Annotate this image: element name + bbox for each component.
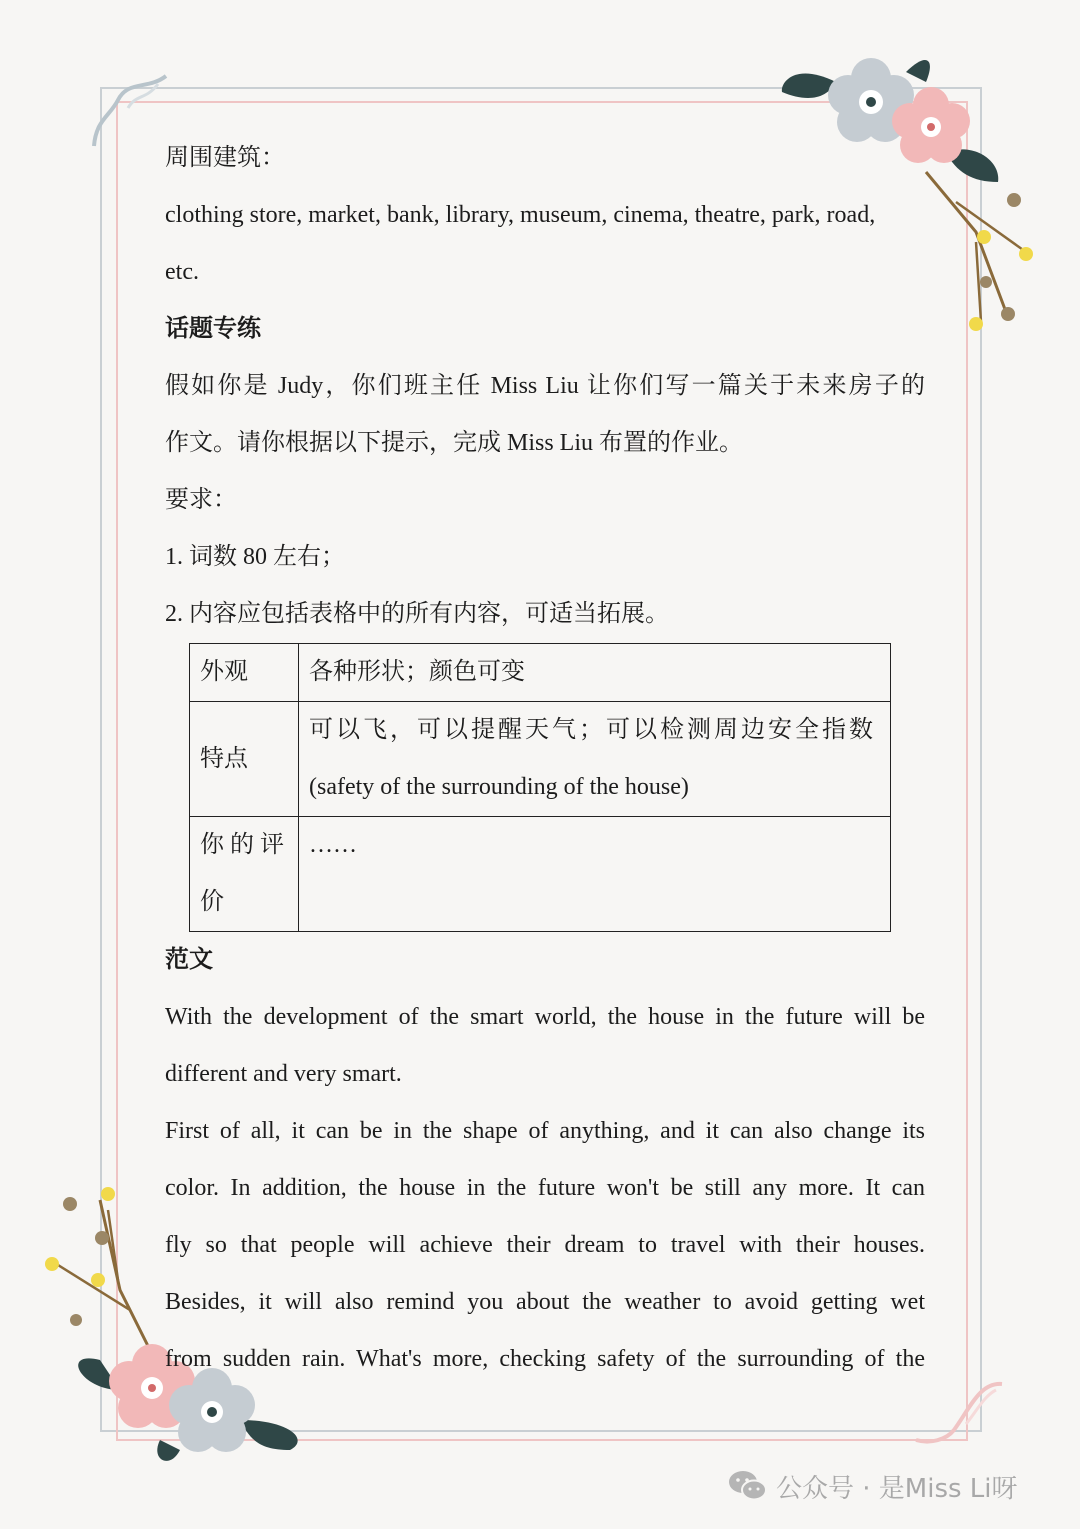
prompt-table: [189, 643, 891, 932]
table-row: [190, 817, 891, 932]
buildings-list-line-2: etc.: [165, 259, 199, 285]
table-value-evaluation: ……: [299, 817, 891, 932]
requirement-item-2: 2. 内容应包括表格中的所有内容，可适当拓展。: [165, 601, 669, 627]
essay-line-4: color. In addition, the house in the future won't be still any more. It can: [165, 1175, 925, 1201]
buildings-list-line-1: clothing store, market, bank, library, museum, cinema, theatre, park, road,: [165, 202, 876, 228]
essay-line-6: Besides, it will also remind you about the weather to avoid getting wet: [165, 1289, 925, 1315]
watermark-text: 公众号 · 是Miss Li呀: [776, 1473, 1018, 1504]
table-value-features: 可以飞，可以提醒天气；可以检测周边安全指数 (safety of the surrounding of the house): [299, 702, 891, 817]
sample-essay-heading: 范文: [165, 947, 213, 973]
table-key-appearance: 外观: [190, 644, 299, 702]
table-key-evaluation: 你 的 评 价: [190, 817, 299, 932]
prompt-line-2: 作文。请你根据以下提示，完成 Miss Liu 布置的作业。: [165, 430, 744, 456]
wechat-icon: [728, 1469, 768, 1503]
swirl-ornament-bottom-right: [910, 1378, 1010, 1448]
requirements-heading: 要求：: [165, 487, 237, 513]
requirement-item-1: 1. 词数 80 左右；: [165, 544, 345, 570]
table-value-appearance: 各种形状；颜色可变: [299, 644, 891, 702]
essay-line-3: First of all, it can be in the shape of anything, and it can also change its: [165, 1118, 925, 1144]
essay-line-1: With the development of the smart world, the house in the future will be: [165, 1004, 925, 1030]
prompt-line-1: 假如你是 Judy，你们班主任 Miss Liu 让你们写一篇关于未来房子的: [165, 373, 925, 399]
table-row: [190, 644, 891, 702]
essay-line-2: different and very smart.: [165, 1061, 402, 1087]
topic-practice-heading: 话题专练: [165, 316, 261, 342]
table-row: [190, 702, 891, 817]
essay-line-5: fly so that people will achieve their dream to travel with their houses.: [165, 1232, 925, 1258]
wechat-watermark: [728, 1466, 1018, 1506]
document-body: [165, 130, 925, 1388]
surrounding-buildings-heading: 周围建筑：: [165, 145, 285, 171]
essay-line-7: from sudden rain. What's more, checking safety of the surrounding of the: [165, 1346, 925, 1372]
table-key-features: 特点: [190, 702, 299, 817]
